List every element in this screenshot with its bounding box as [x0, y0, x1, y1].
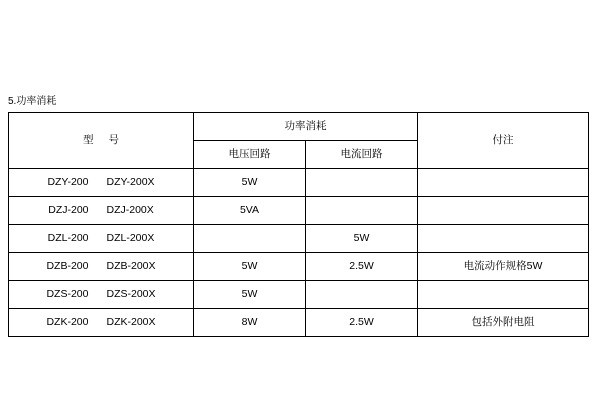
cell-note — [418, 281, 589, 309]
cell-voltage: 5VA — [194, 197, 306, 225]
header-power-consumption: 功率消耗 — [194, 113, 418, 141]
table-row — [9, 169, 589, 197]
cell-current — [306, 169, 418, 197]
model-name-primary: DZJ-200 — [48, 204, 89, 216]
header-note: 付注 — [418, 113, 589, 169]
cell-current: 2.5W — [306, 253, 418, 281]
table-body — [9, 169, 589, 337]
model-name-primary: DZS-200 — [46, 288, 89, 300]
cell-current: 2.5W — [306, 309, 418, 337]
cell-voltage: 5W — [194, 253, 306, 281]
cell-current — [306, 281, 418, 309]
cell-note — [418, 169, 589, 197]
model-name-secondary: DZS-200X — [106, 288, 156, 300]
model-name-primary: DZB-200 — [46, 260, 89, 272]
cell-model — [9, 281, 194, 309]
cell-model — [9, 309, 194, 337]
header-voltage-circuit: 电压回路 — [194, 141, 306, 169]
cell-model — [9, 197, 194, 225]
cell-voltage — [194, 225, 306, 253]
cell-current: 5W — [306, 225, 418, 253]
model-name-primary: DZL-200 — [47, 232, 89, 244]
table-row — [9, 253, 589, 281]
cell-note — [418, 197, 589, 225]
model-name-secondary: DZB-200X — [106, 260, 156, 272]
section-heading: 5.功率消耗 — [8, 96, 57, 107]
cell-note: 包括外附电阻 — [418, 309, 589, 337]
header-current-circuit: 电流回路 — [306, 141, 418, 169]
model-name-secondary: DZL-200X — [106, 232, 155, 244]
cell-model — [9, 169, 194, 197]
table-row — [9, 309, 589, 337]
cell-voltage: 8W — [194, 309, 306, 337]
table-header-row-1 — [9, 113, 589, 141]
table-row — [9, 197, 589, 225]
model-name-secondary: DZY-200X — [106, 176, 155, 188]
cell-voltage: 5W — [194, 281, 306, 309]
cell-current — [306, 197, 418, 225]
model-name-primary: DZK-200 — [46, 316, 89, 328]
table-header — [9, 113, 589, 169]
model-name-secondary: DZJ-200X — [106, 204, 154, 216]
cell-model — [9, 253, 194, 281]
table-row — [9, 281, 589, 309]
model-name-secondary: DZK-200X — [106, 316, 156, 328]
table-row — [9, 225, 589, 253]
cell-note: 电流动作规格5W — [418, 253, 589, 281]
cell-model — [9, 225, 194, 253]
model-name-primary: DZY-200 — [47, 176, 89, 188]
power-consumption-table — [8, 112, 589, 337]
header-model: 型 号 — [9, 113, 194, 169]
power-consumption-table-wrapper — [8, 112, 588, 337]
cell-voltage: 5W — [194, 169, 306, 197]
cell-note — [418, 225, 589, 253]
